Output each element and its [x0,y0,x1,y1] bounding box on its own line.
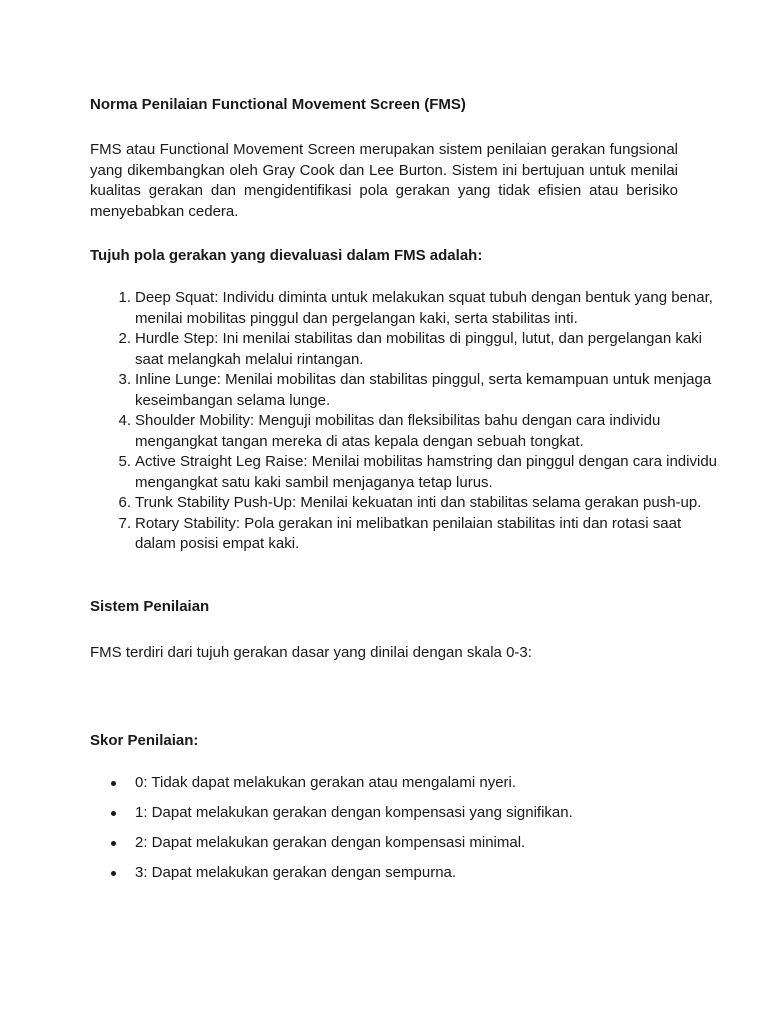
bullet-icon [111,871,116,876]
system-heading: Sistem Penilaian [90,598,210,615]
intro-paragraph: FMS atau Functional Movement Screen merupakan sistem penilaian gerakan fungsional yang dikembangkan oleh Gray Cook dan Lee Burton. Sistem ini bertujuan untuk menilai kualitas gerakan dan mengidentifikasi pola gerakan yang tidak efisien atau berisiko menyebabkan cedera. [90,141,678,220]
list-item [135,803,723,833]
document-title: Norma Penilaian Functional Movement Screen (FMS) [90,96,466,113]
score-text: 3: Dapat melakukan gerakan dengan sempurna. [135,864,457,881]
list-number: 4. [118,412,131,429]
bullet-icon [111,811,116,816]
list-item [118,288,723,329]
score-text: 0: Tidak dapat melakukan gerakan atau mengalami nyeri. [135,774,517,791]
scores-list [90,773,723,893]
list-item-text: Hurdle Step: Ini menilai stabilitas dan mobilitas di pinggul, lutut, dan pergelangan kaki saat melangkah melalui rintangan. [135,330,703,368]
list-item [118,452,723,493]
list-item [135,863,723,893]
list-item-text: Rotary Stability: Pola gerakan ini melibatkan penilaian stabilitas inti dan rotasi saat dalam posisi empat kaki. [135,514,682,552]
list-item-text: Trunk Stability Push-Up: Menilai kekuatan inti dan stabilitas selama gerakan push-up. [135,494,702,511]
list-item-text: Inline Lunge: Menilai mobilitas dan stabilitas pinggul, serta kemampuan untuk menjaga keseimbangan selama lunge. [135,371,712,409]
movements-heading: Tujuh pola gerakan yang dievaluasi dalam FMS adalah: [90,247,483,264]
list-item [118,514,723,555]
list-item-text: Deep Squat: Individu diminta untuk melakukan squat tubuh dengan bentuk yang benar, menilai mobilitas pinggul dan pergelangan kaki, serta stabilitas inti. [135,289,713,327]
list-item [118,411,723,452]
list-item [118,329,723,370]
list-item-text: Shoulder Mobility: Menguji mobilitas dan fleksibilitas bahu dengan cara individu mengangkat tangan mereka di atas kepala dengan sebuah tongkat. [135,412,661,450]
scores-heading: Skor Penilaian: [90,732,199,749]
bullet-icon [111,841,116,846]
score-text: 1: Dapat melakukan gerakan dengan kompensasi yang signifikan. [135,804,573,821]
list-number: 6. [118,494,131,511]
list-item-text: Active Straight Leg Raise: Menilai mobilitas hamstring dan pinggul dengan cara individu mengangkat satu kaki sambil menjaganya tetap lurus. [135,453,717,491]
list-item [135,833,723,863]
system-paragraph: FMS terdiri dari tujuh gerakan dasar yang dinilai dengan skala 0-3: [90,644,532,661]
list-number: 3. [118,371,131,388]
list-number: 5. [118,453,131,470]
list-number: 7. [118,514,131,532]
movements-list [90,288,723,555]
list-number: 1. [118,289,131,306]
list-number: 2. [118,330,131,347]
list-item [135,773,723,803]
bullet-icon [111,781,116,786]
list-item [118,493,723,514]
score-text: 2: Dapat melakukan gerakan dengan kompensasi minimal. [135,834,526,851]
list-item [118,370,723,411]
